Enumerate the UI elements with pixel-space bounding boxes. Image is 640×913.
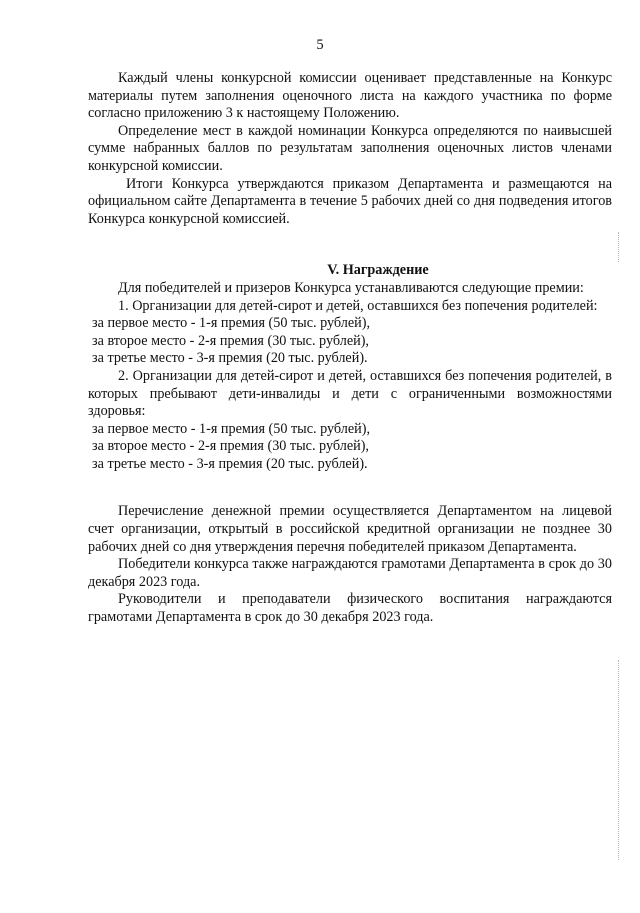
closing-paragraph-1: Перечисление денежной премии осуществляется Департаментом на лицевой счет организации, открытый в российской кредитной организации не позднее 30 рабочих дней со дня утверждения перечня победителей приказом Департамента. (88, 503, 612, 555)
category-1-title: 1. Организации для детей-сирот и детей, оставшихся без попечения родителей: (118, 297, 598, 314)
page-number: 5 (316, 37, 324, 53)
section-heading: V. Награждение (327, 262, 429, 279)
category-1-prize-3: за третье место - 3-я премия (20 тыс. рублей). (92, 350, 368, 367)
spacer (88, 473, 612, 503)
spacer (88, 228, 612, 262)
evaluation-paragraph-3: Итоги Конкурса утверждаются приказом Департамента и размещаются на официальном сайте Департамента в течение 5 рабочих дней со дня подведения итогов Конкурса конкурсной комиссией. (88, 175, 612, 227)
document-body (88, 70, 612, 627)
category-2-prize-2: за второе место - 2-я премия (30 тыс. рублей), (92, 438, 369, 455)
category-2-title: 2. Организации для детей-сирот и детей, оставшихся без попечения родителей, в которых пребывают дети-инвалиды и дети с ограниченными возможностями здоровья: (88, 367, 612, 420)
category-2-prize-1: за первое место - 1-я премия (50 тыс. рублей), (92, 420, 371, 437)
scan-artifact-line (618, 660, 620, 860)
category-1-prize-1: за первое место - 1-я премия (50 тыс. рублей), (92, 315, 371, 332)
closing-paragraph-3: Руководители и преподаватели физического воспитания награждаются грамотами Департамента в срок до 30 декабря 2023 года. (88, 591, 612, 626)
evaluation-paragraph-2: Определение мест в каждой номинации Конкурса определяются по наивысшей сумме набранных баллов по результатам заполнения оценочных листов членами конкурсной комиссии. (88, 122, 612, 174)
awards-intro: Для победителей и призеров Конкурса устанавливаются следующие премии: (118, 279, 584, 296)
category-2-prize-3: за третье место - 3-я премия (20 тыс. рублей). (92, 455, 368, 472)
category-1-prize-2: за второе место - 2-я премия (30 тыс. рублей), (92, 332, 369, 349)
closing-paragraph-2: Победители конкурса также награждаются грамотами Департамента в срок до 30 декабря 2023 года. (88, 556, 612, 590)
scan-artifact-line (618, 232, 620, 262)
evaluation-paragraph-1: Каждый члены конкурсной комиссии оценивает представленные на Конкурс материалы путем заполнения оценочного листа на каждого участника по форме согласно приложению 3 к настоящему Положению. (88, 70, 612, 122)
